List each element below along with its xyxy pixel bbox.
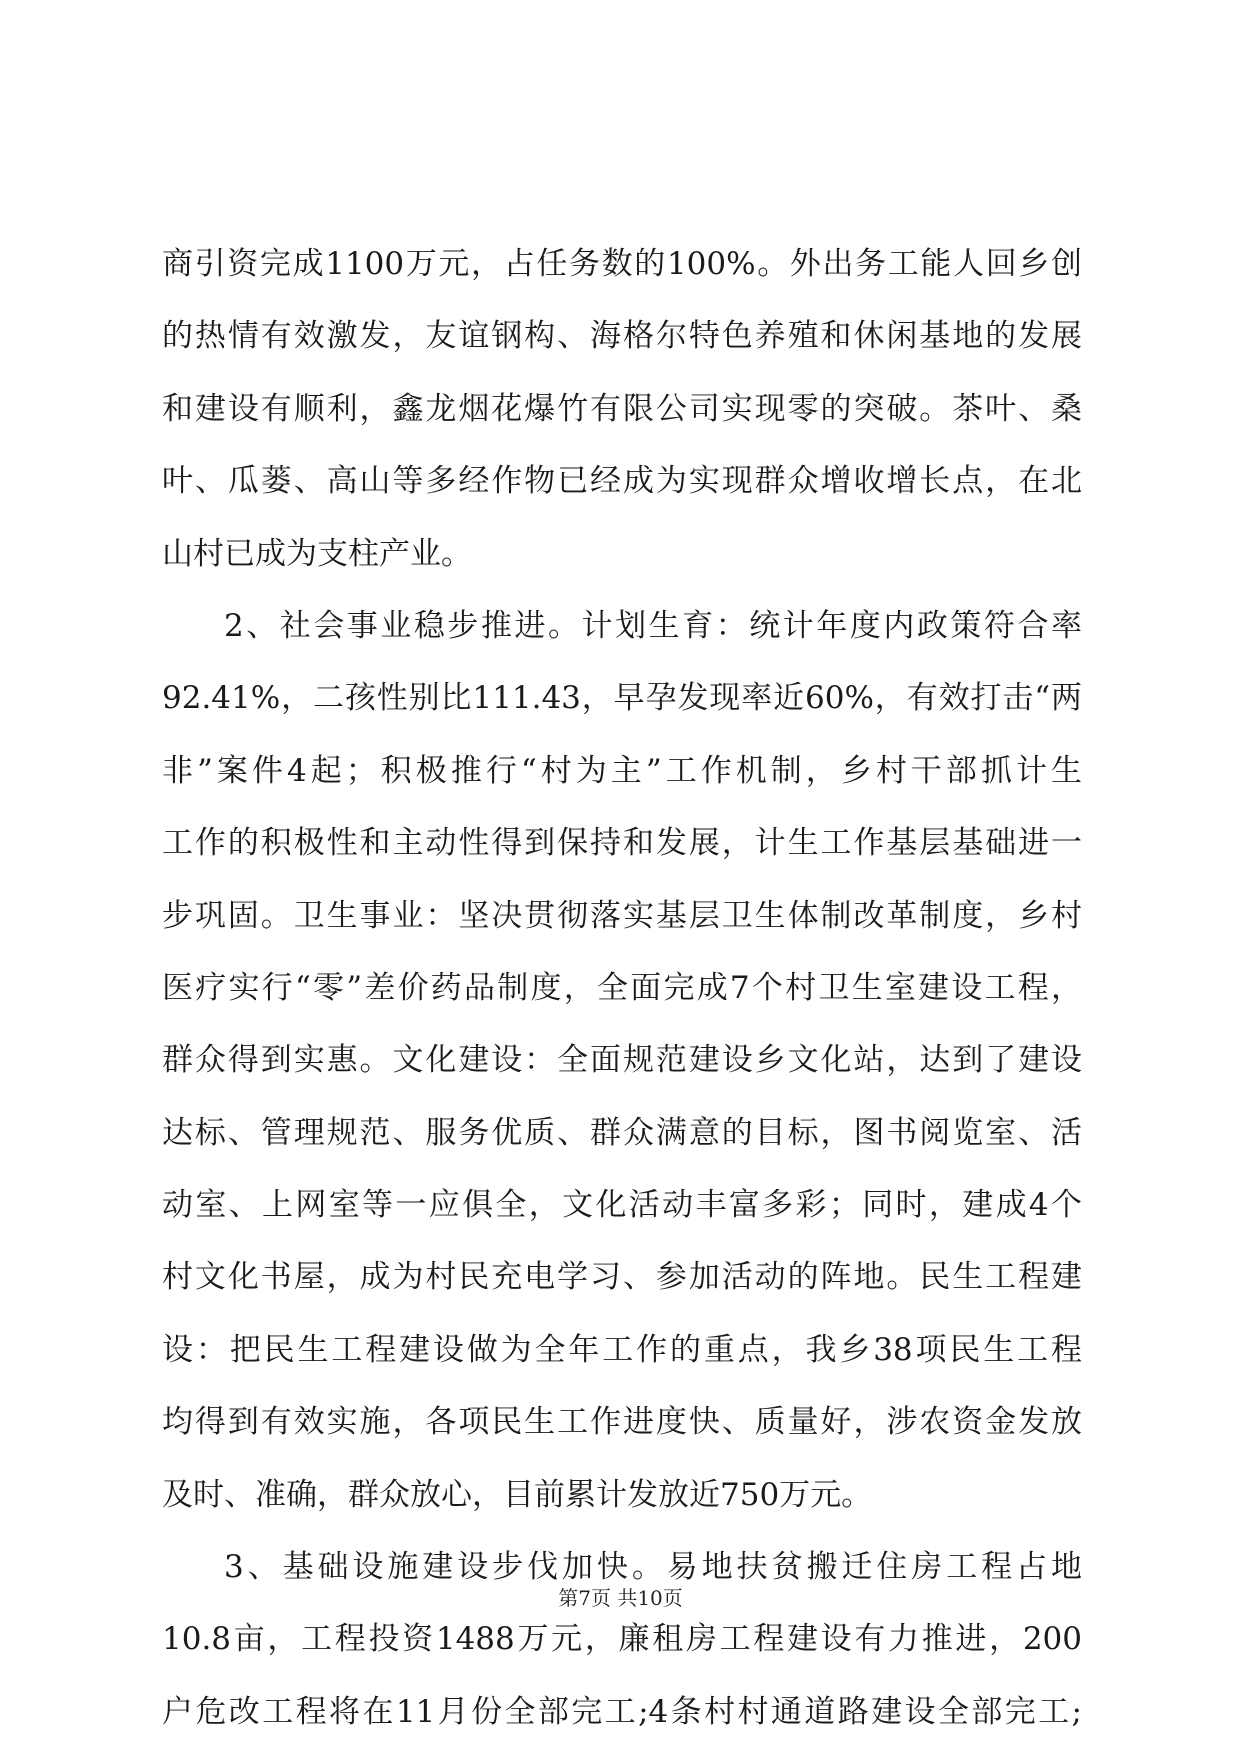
- text-line: 工作的积极性和主动性得到保持和发展，计生工作基层基础进一: [162, 825, 1082, 862]
- text-line: 村文化书屋，成为村民充电学习、参加活动的阵地。民生工程建: [162, 1259, 1082, 1296]
- paragraph: [162, 228, 1082, 590]
- text-line: 92.41%，二孩性别比111.43，早孕发现率近60%，有效打击“两: [162, 680, 1082, 717]
- text-line: 户危改工程将在11月份全部完工;4条村村通道路建设全部完工;: [162, 1693, 1082, 1730]
- text-line: 3、基础设施建设步伐加快。易地扶贫搬迁住房工程占地: [224, 1549, 1082, 1586]
- text-line: 均得到有效实施，各项民生工作进度快、质量好，涉农资金发放: [162, 1404, 1082, 1441]
- text-line: 10.8亩，工程投资1488万元，廉租房工程建设有力推进，200: [162, 1621, 1082, 1658]
- text-line: 非”案件4起；积极推行“村为主”工作机制，乡村干部抓计生: [162, 752, 1082, 789]
- text-line: 山村已成为支柱产业。: [162, 535, 472, 572]
- text-line: 及时、准确，群众放心，目前累计发放近750万元。: [162, 1476, 873, 1513]
- document-body: [162, 228, 1082, 1748]
- text-line: 设：把民生工程建设做为全年工作的重点，我乡38项民生工程: [162, 1331, 1082, 1368]
- text-line: 医疗实行“零”差价药品制度，全面完成7个村卫生室建设工程，: [162, 969, 1082, 1006]
- page-number: 第7页 共10页: [558, 1586, 683, 1610]
- text-line: 商引资完成1100万元，占任务数的100%。外出务工能人回乡创: [162, 246, 1082, 282]
- paragraph: [162, 1531, 1082, 1748]
- text-line: 2、社会事业稳步推进。计划生育：统计年度内政策符合率: [224, 607, 1082, 644]
- text-line: 达标、管理规范、服务优质、群众满意的目标，图书阅览室、活: [162, 1114, 1082, 1151]
- text-line: 叶、瓜蒌、高山等多经作物已经成为实现群众增收增长点，在北: [162, 463, 1082, 500]
- text-line: 动室、上网室等一应俱全，文化活动丰富多彩；同时，建成4个: [162, 1187, 1082, 1224]
- text-line: 群众得到实惠。文化建设：全面规范建设乡文化站，达到了建设: [162, 1042, 1082, 1079]
- text-line: 步巩固。卫生事业：坚决贯彻落实基层卫生体制改革制度，乡村: [162, 897, 1082, 934]
- paragraph: [162, 590, 1082, 1531]
- text-line: 和建设有顺利，鑫龙烟花爆竹有限公司实现零的突破。茶叶、桑: [162, 390, 1082, 427]
- text-line: 的热情有效激发，友谊钢构、海格尔特色养殖和休闲基地的发展: [162, 318, 1082, 355]
